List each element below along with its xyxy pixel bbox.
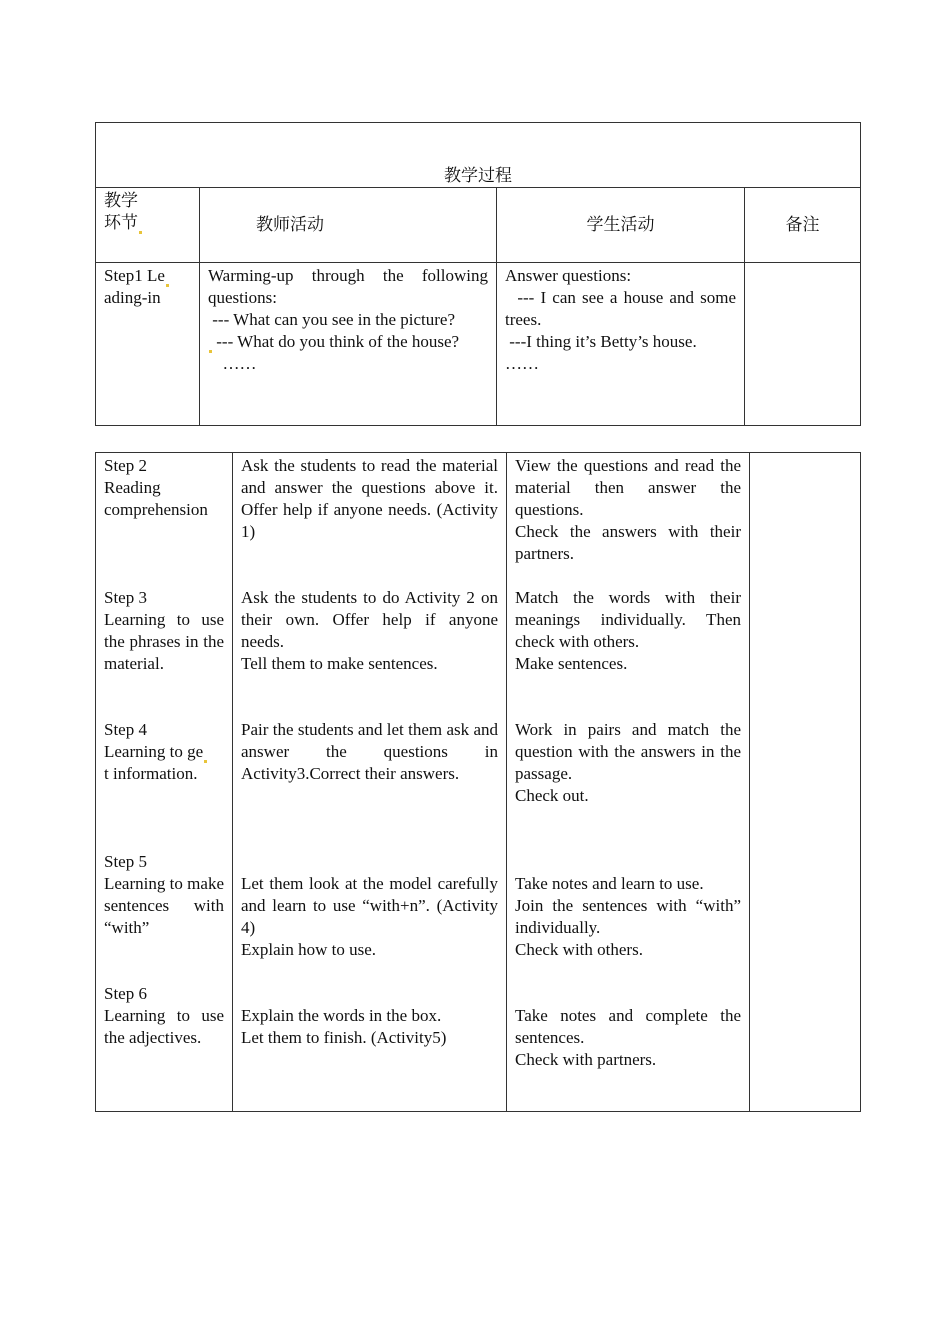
step1-teacher-line: …… (214, 354, 257, 373)
step5-teacher (241, 873, 498, 1005)
student-text: View the questions and read the material then answer the questions. (515, 456, 741, 519)
step3-teacher (241, 587, 498, 719)
header-teacher-text: 教师活动 (256, 215, 324, 235)
stage-desc: Learning to use the adjectives. (104, 1006, 224, 1047)
table-title (96, 123, 861, 188)
step4-student (515, 719, 741, 873)
step1-student-line: …… (505, 354, 539, 373)
stage-title: Step 3 (104, 588, 147, 607)
teacher-text: Explain the words in the box. (241, 1006, 442, 1025)
student-text: Work in pairs and match the question with the answers in the passage. (515, 720, 741, 783)
step2-teacher (241, 455, 498, 587)
steps-notes-column (750, 453, 861, 1112)
step3-stage (104, 587, 224, 719)
step1-teacher (200, 263, 497, 426)
stage-title: Step 5 (104, 852, 147, 871)
header-notes (745, 188, 861, 263)
step4-teacher (241, 719, 498, 873)
steps-teacher-column (233, 453, 507, 1112)
stage-title: Step 4 (104, 720, 147, 739)
step1-stage-line-1: Step1 Le (104, 266, 165, 285)
stage-title: Step 2 (104, 456, 147, 475)
header-stage-line-1: 教学 (104, 191, 138, 211)
step2-student (515, 455, 741, 587)
step4-stage (104, 719, 224, 851)
teacher-text: Ask the students to read the material and answer the questions above it. Offer help if anyone needs. (Activity 1) (241, 456, 498, 541)
student-text: Take notes and learn to use. (515, 874, 704, 893)
edit-mark (166, 284, 169, 287)
header-teacher (200, 188, 497, 263)
header-student-text: 学生活动 (586, 215, 655, 235)
edit-mark (204, 760, 207, 763)
step1-teacher-line: --- What can you see in the picture? (208, 310, 456, 329)
student-text: Take notes and complete the sentences. (515, 1006, 741, 1047)
step1-notes (745, 263, 861, 426)
step2-stage (104, 455, 224, 587)
step1-student-line: ---I thing it’s Betty’s house. (505, 332, 697, 351)
student-text: Join the sentences with “with” individually. (515, 896, 741, 937)
step6-stage (104, 983, 224, 1049)
step1-teacher-line: --- What do you think of the house? (212, 332, 460, 351)
stage-desc: Learning to ge (104, 742, 204, 761)
step5-student (515, 873, 741, 1005)
step6-student (515, 1005, 741, 1071)
student-text: Check out. (515, 786, 589, 805)
header-stage-line-2: 环节 (104, 213, 138, 233)
stage-desc: Reading comprehension (104, 478, 208, 519)
teacher-text: Ask the students to do Activity 2 on their own. Offer help if anyone needs. (241, 588, 498, 651)
activity-steps-table (95, 452, 861, 1112)
step3-student (515, 587, 741, 719)
teaching-process-table (95, 122, 861, 426)
student-text: Check with partners. (515, 1050, 657, 1069)
steps-stage-column (96, 453, 233, 1112)
stage-title: Step 6 (104, 984, 147, 1003)
stage-desc: t information. (104, 764, 198, 783)
header-notes-text: 备注 (785, 215, 820, 235)
step1-student-line: Answer questions: (505, 266, 632, 285)
teacher-text: Let them look at the model carefully and learn to use “with+n”. (Activity 4) (241, 874, 498, 937)
teacher-text: Pair the students and let them ask and answer the questions in Activity3.Correct their answers. (241, 720, 498, 783)
steps-student-column (507, 453, 750, 1112)
step6-teacher (241, 1005, 498, 1049)
edit-mark (139, 231, 142, 234)
header-stage (96, 188, 200, 263)
stage-desc: Learning to use the phrases in the material. (104, 610, 224, 673)
step1-stage (96, 263, 200, 426)
step1-teacher-line: Warming-up through the following questions: (208, 266, 488, 307)
stage-desc: Learning to make sentences with “with” (104, 874, 224, 937)
student-text: Match the words with their meanings individually. Then check with others. (515, 588, 741, 651)
step1-student (497, 263, 745, 426)
student-text: Check with others. (515, 940, 643, 959)
table-title-text: 教学过程 (444, 166, 512, 186)
step5-stage (104, 851, 224, 983)
header-student (497, 188, 745, 263)
teacher-text: Let them to finish. (Activity5) (241, 1028, 447, 1047)
student-text: Check the answers with their partners. (515, 522, 741, 563)
teacher-text: Tell them to make sentences. (241, 654, 438, 673)
step1-student-line: --- I can see a house and some trees. (505, 288, 741, 329)
student-text: Make sentences. (515, 654, 628, 673)
step1-stage-line-2: ading-in (104, 288, 161, 307)
teacher-text: Explain how to use. (241, 940, 377, 959)
